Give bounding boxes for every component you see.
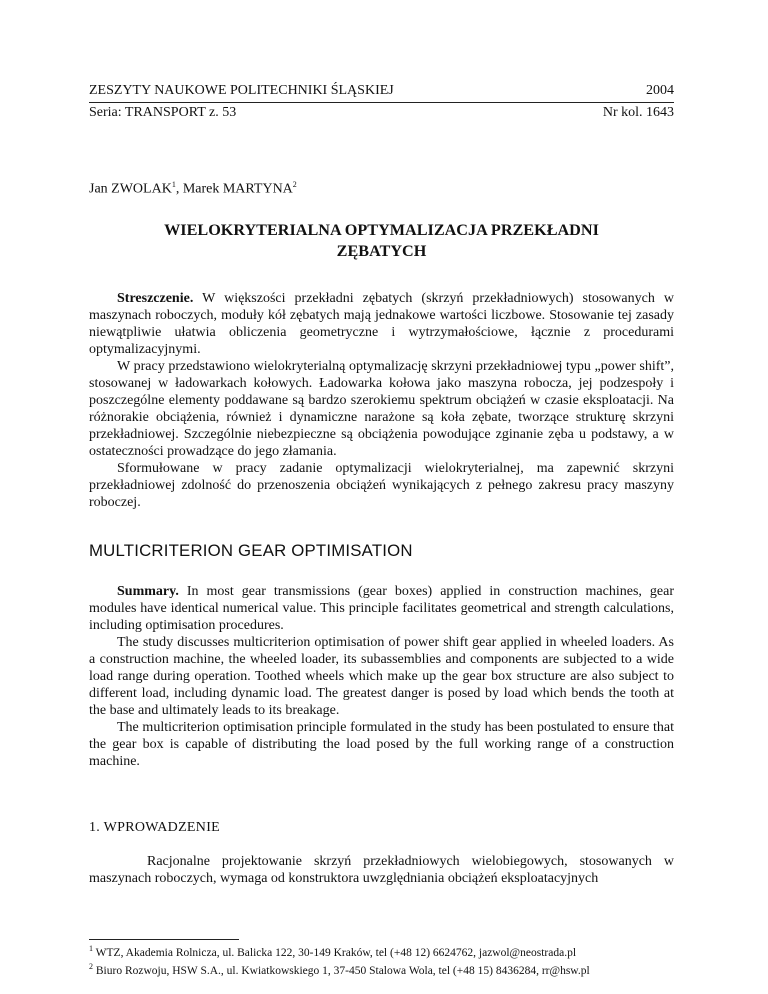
footnote-ref: 1 [171,180,176,189]
footnote-item [89,942,590,960]
footnote-text: Biuro Rozwoju, HSW S.A., ul. Kwiatkowskiego 1, 37-450 Stalowa Wola, tel (+48 15) 8436284, rr@hsw.pl [93,964,590,977]
abstract-paragraph: W pracy przedstawiono wielokryterialną optymalizację skrzyni przekładniowej typu „power shift”, stosowanej w ładowarkach kołowych. Ładowarka kołowa jako maszyna robocza, jej podzespoły i poszczególne elementy poddawane są bardzo szerokiemu spektrum obciążeń w czasie eksploatacji. Na różnorakie obciążenia, również i dynamiczne narażone są koła zębate, tworzące strukturę skrzyni przekładniowej. Szczególnie niebezpieczne są obciążenia powodujące zginanie zęba u podstawy, a w ostateczności prowadzące do jego złamania. [89,359,674,459]
journal-series: Seria: TRANSPORT z. 53 [89,105,237,120]
summary-text: In most gear transmissions (gear boxes) applied in construction machines, gear modules have identical numerical value. This principle facilitates geometrical and strength calculations, including optimisation procedures. [89,584,674,633]
footnote-mark: 2 [89,961,93,971]
abstract-text: W większości przekładni zębatych (skrzyń przekładniowych) stosowanych w maszynach roboczych, moduły kół zębatych mają jednakowe wartości liczbowe. Stosowanie tej zasady niewątpliwie ułatwia obliczenia geometryczne i wytrzymałościowe, łącznie z procedurami optymalizacyjnymi. [89,291,674,357]
footnote-text: WTZ, Akademia Rolnicza, ul. Balicka 122, 30-149 Kraków, tel (+48 12) 6624762, jazwol@neostrada.pl [93,946,577,959]
summary-paragraph: The multicriterion optimisation principle formulated in the study has been postulated to ensure that the gear box is capable of distributing the load posed by the full working range of a construction machine. [89,720,674,769]
author-list [89,180,297,198]
paper-title [89,220,674,262]
section-heading: 1. WPROWADZENIE [89,820,221,835]
intro-text [89,853,674,887]
abstract-pl [89,290,674,511]
journal-name: ZESZYTY NAUKOWE POLITECHNIKI ŚLĄSKIEJ [89,83,394,98]
paper-title-line: ZĘBATYCH [336,242,427,260]
author-name: Jan ZWOLAK [89,181,172,197]
journal-header [89,82,674,122]
footnote-item [89,960,590,978]
summary-paragraph [89,583,674,634]
footnotes [89,942,590,978]
abstract-label: Streszczenie. [117,291,194,306]
english-title: MULTICRITERION GEAR OPTIMISATION [89,541,413,560]
journal-number: Nr kol. 1643 [602,105,674,120]
intro-paragraph: Racjonalne projektowanie skrzyń przekładniowych wielobiegowych, stosowanych w maszynach roboczych, wymaga od konstruktora uwzględniania obciążeń eksploatacyjnych [89,854,674,886]
journal-year: 2004 [646,83,674,98]
abstract-paragraph [89,290,674,358]
footnote-mark: 1 [89,944,93,953]
header-rule [89,102,674,103]
footnote-ref: 2 [292,180,297,189]
summary-en [89,583,674,770]
paper-title-line: WIELOKRYTERIALNA OPTYMALIZACJA PRZEKŁADNI [164,221,599,239]
author-separator: , [175,181,183,197]
summary-paragraph: The study discusses multicriterion optimisation of power shift gear applied in wheeled loaders. As a construction machine, the wheeled loader, its subassemblies and components are subjected to a wide load range during operation. Toothed wheels which make up the gear box structure are also subject to different load, including dynamic load. The greatest danger is posed by load which bends the tooth at the base and ultimately leads to its breakage. [89,635,674,718]
summary-label: Summary. [117,584,179,599]
abstract-paragraph: Sformułowane w pracy zadanie optymalizacji wielokryterialnej, ma zapewnić skrzyni przekładniowej zdolność do przenoszenia obciążeń wynikających z pełnego zakresu pracy maszyny roboczej. [89,461,674,510]
author-name: Marek MARTYNA [182,181,293,197]
footnote-rule [89,939,239,940]
